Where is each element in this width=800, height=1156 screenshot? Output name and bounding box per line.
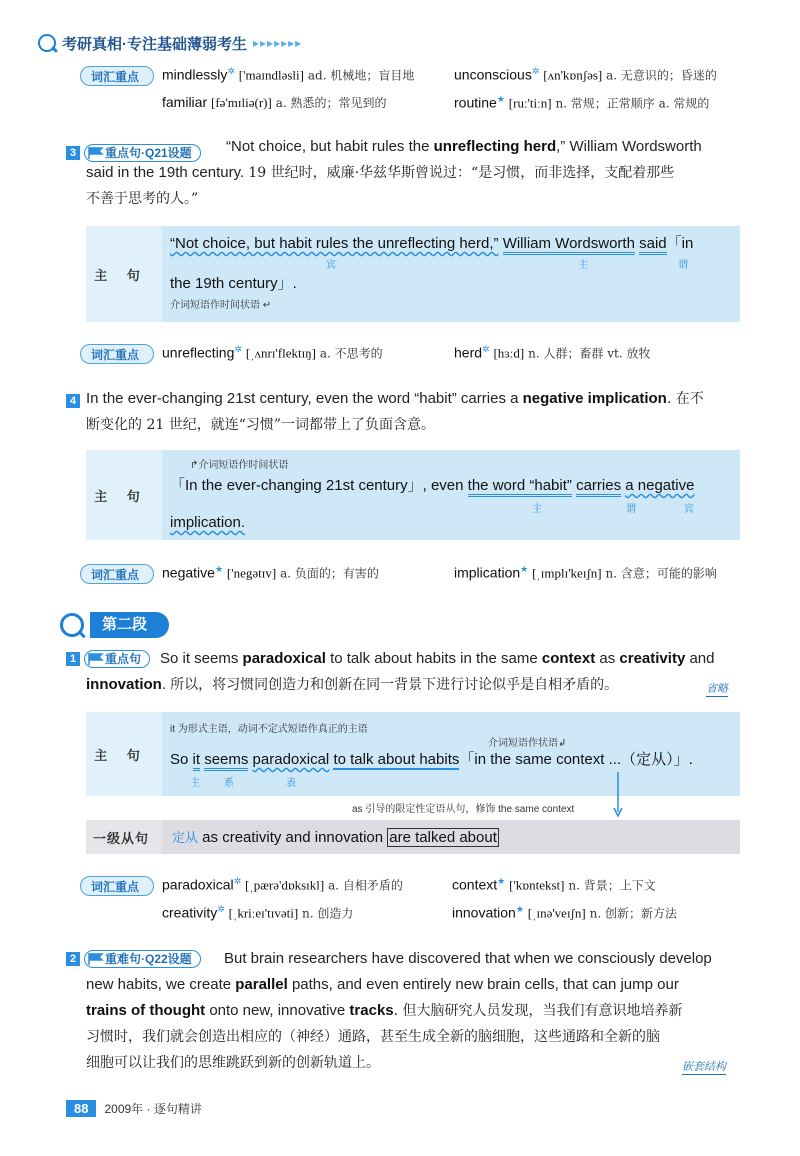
analysis-line: the 19th century」. — [170, 275, 297, 292]
footer-title: 2009年 · 逐句精讲 — [104, 1102, 202, 1116]
grammar-subject: 主 — [532, 504, 542, 515]
sentence-number: 2 — [66, 952, 80, 966]
sentence-number: 4 — [66, 394, 80, 408]
vocab-item: unreflecting✲ [ˌʌnrɪ'flektɪŋ] a. 不思考的 — [162, 344, 383, 361]
analysis-label: 主 句 — [94, 267, 148, 283]
sentence-number: 1 — [66, 652, 80, 666]
section-title: 第二段 — [90, 612, 169, 638]
sentence-number: 3 — [66, 146, 80, 160]
clause-line: 定从 as creativity and innovation are talked about — [172, 829, 497, 846]
vocab-tag: 词汇重点 — [80, 66, 154, 86]
flag-icon — [88, 953, 104, 965]
clause-label: 一级从句 — [92, 830, 149, 846]
analysis-label: 主 句 — [94, 747, 148, 763]
sentence-text: said in the 19th century. 19 世纪时，威廉·华兹华斯曾说过：“是习惯，而非选择，支配着那些 — [86, 164, 675, 181]
grammar-object: 宾 — [684, 504, 694, 515]
arrow-down-icon — [612, 772, 624, 820]
header-title: 考研真相·专注基础薄弱考生 — [62, 35, 247, 53]
analysis-line: implication. — [170, 514, 246, 531]
vocab-item: creativity✲ [ˌkriːeɪ'tɪvəti] n. 创造力 — [162, 904, 354, 921]
sentence-translation: 习惯时，我们就会创造出相应的（神经）通路，甚至生成全新的脑细胞，这些通路和全新的脑 — [86, 1029, 660, 1045]
vocab-item: negative★ ['negətɪv] a. 负面的；有害的 — [162, 564, 379, 581]
magnifier-logo-icon — [38, 34, 56, 52]
analysis-line: 「In the ever-changing 21st century」, even the word “habit” carries a negative — [170, 474, 694, 495]
analysis-line: So it seems paradoxical to talk about habits「in the same context ...（定从）」. — [170, 748, 693, 769]
grammar-note: it 为形式主语，动词不定式短语作真正的主语 — [170, 724, 368, 735]
vocab-tag: 词汇重点 — [80, 344, 154, 364]
vocab-tag: 词汇重点 — [80, 564, 154, 584]
vocab-item: unconscious✲ [ʌn'kɒnʃəs] a. 无意识的；昏迷的 — [454, 66, 717, 83]
key-sentence-tag: 重难句·Q22设题 — [84, 950, 201, 968]
vocab-item: innovation★ [ˌɪnə'veɪʃn] n. 创新；新方法 — [452, 904, 677, 921]
vocab-item: routine★ [ruː'tiːn] n. 常规；正常顺序 a. 常规的 — [454, 94, 710, 111]
sentence-translation: 不善于思考的人。” — [86, 191, 199, 207]
vocab-tag: 词汇重点 — [80, 876, 154, 896]
page-number: 88 — [66, 1100, 96, 1117]
section-header — [60, 612, 169, 638]
margin-note: 嵌套结构 — [682, 1058, 726, 1075]
vocab-item: implication★ [ˌɪmplɪ'keɪʃn] n. 含意；可能的影响 — [454, 564, 717, 581]
vocab-item: paradoxical✲ [ˌpærə'dɒksɪkl] a. 自相矛盾的 — [162, 876, 403, 893]
sentence-text: new habits, we create parallel paths, and even entirely new brain cells, that can jump our — [86, 976, 679, 993]
page-header — [38, 30, 302, 56]
key-sentence-tag: 重点句 — [84, 650, 150, 668]
sentence-text: “Not choice, but habit rules the unreflecting herd,” William Wordsworth — [226, 138, 702, 155]
grammar-note: as 引导的限定性定语从句，修饰 the same context — [352, 804, 575, 815]
sentence-text: trains of thought onto new, innovative tracks. 但大脑研究人员发现，当我们有意识地培养新 — [86, 1002, 683, 1019]
header-arrows-icon: ▸▸▸▸▸▸▸ — [253, 36, 303, 50]
sentence-text: So it seems paradoxical to talk about habits in the same context as creativity and — [160, 650, 715, 667]
grammar-link-verb: 系 — [224, 778, 234, 789]
grammar-verb: 谓 — [678, 260, 688, 271]
margin-note: 省略 — [706, 680, 728, 697]
vocab-item: herd✲ [hɜːd] n. 人群；畜群 vt. 放牧 — [454, 344, 651, 361]
analysis-line: “Not choice, but habit rules the unreflecting herd,” William Wordsworth said「in — [170, 232, 693, 253]
page-footer — [66, 1100, 202, 1117]
sentence-translation: 细胞可以让我们的思维跳跃到新的创新轨道上。 — [86, 1055, 380, 1071]
vocab-item: familiar [fə'mɪliə(r)] a. 熟悉的；常见到的 — [162, 94, 387, 110]
sentence-translation: 断变化的 21 世纪，就连“习惯”一词都带上了负面含意。 — [86, 417, 436, 433]
grammar-note: 介词短语作时间状语 ↵ — [170, 300, 272, 311]
flag-icon — [88, 653, 104, 665]
sentence-text: In the ever-changing 21st century, even the word “habit” carries a negative implication. 在不 — [86, 390, 704, 407]
grammar-subject: 主 — [190, 778, 200, 789]
key-sentence-tag: 重点句·Q21设题 — [84, 144, 201, 162]
grammar-verb: 谓 — [626, 504, 636, 515]
flag-icon — [88, 147, 104, 159]
sentence-text: innovation. 所以，将习惯同创造力和创新在同一背景下进行讨论似乎是自相矛盾的。 — [86, 676, 619, 693]
grammar-note: ↱介词短语作时间状语 — [190, 460, 289, 471]
grammar-note: 介词短语作状语↲ — [488, 738, 567, 749]
grammar-object: 宾 — [326, 260, 336, 271]
grammar-subject: 主 — [578, 260, 588, 271]
sentence-text: But brain researchers have discovered that when we consciously develop — [224, 950, 712, 967]
analysis-label: 主 句 — [94, 488, 148, 504]
vocab-item: mindlessly✲ ['maɪndləsli] ad. 机械地；盲目地 — [162, 66, 415, 83]
vocab-item: context★ ['kɒntekst] n. 背景；上下文 — [452, 876, 656, 893]
grammar-predicative: 表 — [286, 778, 296, 789]
magnifier-logo-icon — [60, 613, 84, 637]
